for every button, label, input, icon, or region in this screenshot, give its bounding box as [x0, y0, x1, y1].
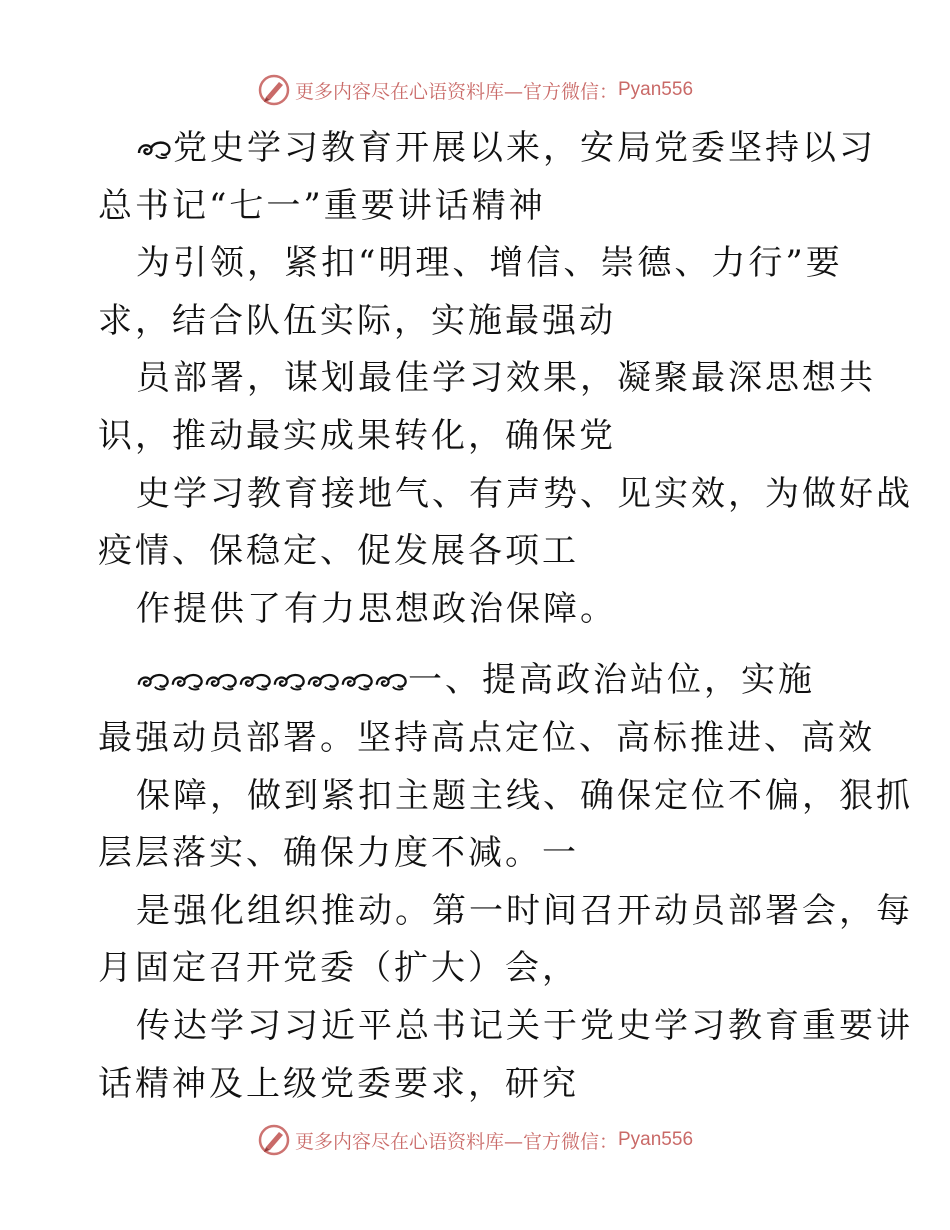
decorative-flourish-row [136, 660, 408, 700]
paragraph-section-one [98, 652, 913, 1113]
text-line-content: 一、提高政治站位，实施 [408, 660, 815, 701]
decorative-flourish-icon [170, 669, 204, 693]
decorative-flourish-icon [340, 669, 374, 693]
text-line: 求，结合队伍实际，实施最强动 [98, 300, 616, 341]
text-line: 话精神及上级党委要求，研究 [98, 1063, 579, 1104]
text-line: 保障，做到紧扣主题主线、确保定位不偏，狠抓 [136, 775, 913, 816]
text-line: 疫情、保稳定、促发展各项工 [98, 531, 579, 572]
text-line [98, 652, 878, 710]
paragraph-intro [98, 120, 913, 638]
pen-logo-icon [257, 73, 291, 107]
text-line [98, 120, 878, 178]
text-line: 最强动员部署。坚持高点定位、高标推进、高效 [98, 717, 875, 758]
text-line: 月固定召开党委（扩大）会， [98, 948, 579, 989]
header-watermark [0, 70, 950, 110]
pen-logo-icon [257, 1123, 291, 1157]
decorative-flourish-icon [238, 669, 272, 693]
decorative-flourish-icon [204, 669, 238, 693]
text-line: 员部署，谋划最佳学习效果，凝聚最深思想共 [136, 358, 876, 399]
text-line: 为引领，紧扣“明理、增信、崇德、力行”要 [136, 243, 843, 284]
text-line: 史学习教育接地气、有声势、见实效，为做好战 [136, 473, 913, 514]
document-body [98, 120, 913, 1113]
watermark-text: 更多内容尽在心语资料库—官方微信： [294, 80, 618, 103]
text-line-content: 党史学习教育开展以来，安局党委坚持以习 [173, 128, 876, 168]
text-line: 作提供了有力思想政治保障。 [136, 588, 617, 629]
text-line: 传达学习习近平总书记关于党史学习教育重要讲 [136, 1005, 913, 1046]
text-line: 总书记“七一”重要讲话精神 [98, 185, 546, 226]
watermark-wechat-id: Pyan556 [618, 1129, 694, 1150]
text-line: 是强化组织推动。第一时间召开动员部署会，每 [136, 890, 913, 931]
text-line: 层层落实、确保力度不减。一 [98, 833, 579, 874]
footer-watermark [0, 1120, 950, 1160]
watermark-wechat-id: Pyan556 [618, 79, 694, 100]
text-line: 识，推动最实成果转化，确保党 [98, 415, 616, 456]
decorative-flourish-icon [374, 669, 408, 693]
watermark-text: 更多内容尽在心语资料库—官方微信： [294, 1130, 618, 1153]
paragraph-gap [98, 638, 878, 652]
decorative-flourish-icon [272, 669, 306, 693]
decorative-flourish-icon [306, 669, 340, 693]
decorative-flourish-icon [136, 669, 170, 693]
decorative-flourish-icon [136, 137, 172, 161]
